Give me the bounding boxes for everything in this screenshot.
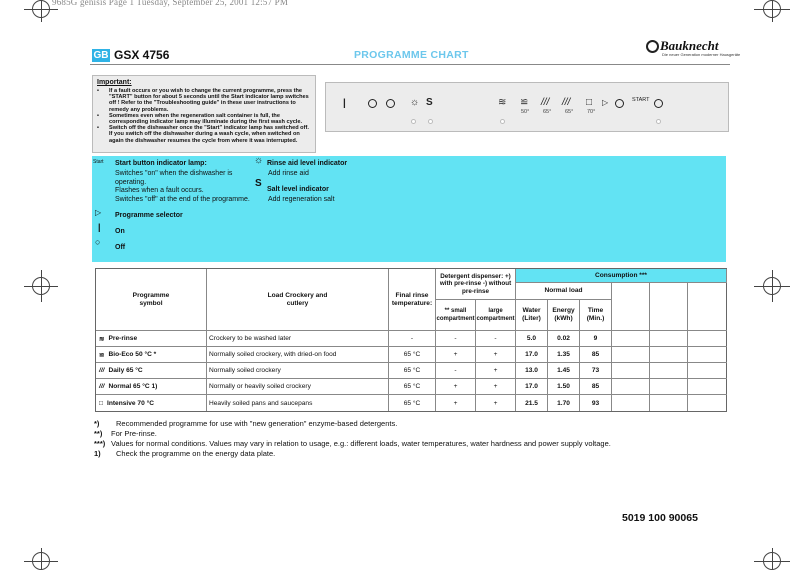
daily-icon: /// <box>541 97 550 108</box>
blank-cell <box>688 379 727 395</box>
rinse-aid-icon: ☼ <box>254 155 264 166</box>
programme-name: Normal 65 °C 1) <box>108 383 158 390</box>
prerinse-icon: ≋ <box>99 335 105 343</box>
col-header-final-rinse: Final rinse temperature: <box>389 269 436 331</box>
rinse-aid-title: Rinse aid level indicator <box>267 160 348 167</box>
selector-icon: ▷ <box>95 208 102 217</box>
table-cell-large: - <box>476 331 516 347</box>
indicator-dot <box>428 119 433 124</box>
col-header-small-compartment: ** small compartment <box>436 300 476 331</box>
col-header-programme: Programme symbol <box>96 269 207 331</box>
important-box <box>92 75 316 153</box>
salt-line: Add regeneration salt <box>268 196 335 203</box>
programme-name: Intensive 70 °C <box>106 399 154 407</box>
col-header-normal-load: Normal load <box>516 283 612 300</box>
selector-icon: ▷ <box>602 98 609 107</box>
important-item: • Sometimes even when the regeneration salt container is full, the corresponding indicator lamp may illuminate during the first wash cycle. <box>97 113 313 125</box>
table-cell-large: + <box>476 379 516 395</box>
crop-line <box>772 548 773 570</box>
programme-name: Bio-Eco 50 °C * <box>108 351 157 358</box>
rinse-aid-line: Add rinse aid <box>268 170 309 177</box>
blank-cell <box>650 363 688 379</box>
blank-cell <box>688 395 727 411</box>
blank-cell <box>612 363 650 379</box>
normal-icon: /// <box>99 383 105 390</box>
footnote <box>94 429 734 439</box>
document-code: 5019 100 90065 <box>622 512 698 524</box>
on-label: On <box>115 228 125 235</box>
col-header-energy: Energy (kWh) <box>548 300 580 331</box>
start-lamp-line: Switches "on" when the dishwasher is operating. <box>115 170 233 186</box>
brand-emblem-icon <box>646 40 659 53</box>
table-row-programme <box>96 363 207 379</box>
crop-line <box>41 548 42 570</box>
table-cell-load: Heavily soiled pans and saucepans <box>207 395 389 411</box>
table-cell-small: - <box>436 331 476 347</box>
panel-temp-label: 70° <box>587 109 596 115</box>
intensive-icon: □ <box>99 399 103 407</box>
daily-icon: /// <box>99 367 105 374</box>
table-cell-load: Crockery to be washed later <box>207 331 389 347</box>
start-lamp-title: Start button indicator lamp: <box>115 160 207 167</box>
blank-cell <box>612 379 650 395</box>
table-cell-temp: 65 °C <box>389 347 436 363</box>
table-cell-load: Normally soiled crockery <box>207 363 389 379</box>
print-header-strip <box>0 0 808 9</box>
panel-temp-label: 50° <box>521 109 530 115</box>
table-row-programme <box>96 395 207 411</box>
table-cell-water: 17.0 <box>516 379 548 395</box>
salt-icon: S <box>426 97 433 108</box>
table-cell-large: + <box>476 395 516 411</box>
col-header-time: Time (Min.) <box>580 300 612 331</box>
table-cell-energy: 1.50 <box>548 379 580 395</box>
programme-name: Daily 65 °C <box>108 367 143 374</box>
table-cell-load: Normally soiled crockery, with dried-on food <box>207 347 389 363</box>
col-header-load: Load Crockery and cutlery <box>207 269 389 331</box>
table-cell-load: Normally or heavily soiled crockery <box>207 379 389 395</box>
table-cell-small: + <box>436 379 476 395</box>
table-cell-energy: 1.35 <box>548 347 580 363</box>
table-cell-temp: 65 °C <box>389 363 436 379</box>
panel-temp-label: 65° <box>543 109 552 115</box>
page-title: PROGRAMME CHART <box>354 49 469 61</box>
important-list <box>97 88 313 144</box>
blank-cell <box>688 363 727 379</box>
normal-icon: /// <box>562 97 571 108</box>
important-title: Important: <box>97 79 132 86</box>
table-cell-energy: 0.02 <box>548 331 580 347</box>
table-cell-water: 13.0 <box>516 363 548 379</box>
table-row-programme <box>96 379 207 395</box>
footnote-text: Values for normal conditions. Values may vary in relation to usage, e.g.: different loads, water temperatures, water hardness and power supply voltage. <box>111 439 611 448</box>
table-cell-water: 17.0 <box>516 347 548 363</box>
programme-table <box>95 268 727 412</box>
programme-selector-label: Programme selector <box>115 212 183 219</box>
crop-line <box>41 270 42 302</box>
start-lamp-line: Flashes when a fault occurs. <box>115 187 204 194</box>
table-row-programme <box>96 347 207 363</box>
footnote-text: For Pre-rinse. <box>111 429 157 438</box>
indicator-dot <box>656 119 661 124</box>
selector-button-icon <box>615 99 624 108</box>
on-bar-icon: | <box>98 222 101 232</box>
salt-title: Salt level indicator <box>267 186 329 193</box>
table-cell-time: 85 <box>580 347 612 363</box>
footnote-mark: ***) <box>94 439 106 448</box>
table-cell-energy: 1.70 <box>548 395 580 411</box>
table-cell-water: 21.5 <box>516 395 548 411</box>
off-label: Off <box>115 244 126 251</box>
important-item: • If a fault occurs or you wish to change the current programme, press the "START" button for about 5 seconds until the Start indicator lamp switches off ! Refer to the "Troubleshooting guide" in these user instructions to remedy any problems. <box>97 88 313 113</box>
blank-cell <box>650 395 688 411</box>
bio-eco-icon: ≌ <box>99 351 105 359</box>
on-bar-icon: | <box>343 98 346 109</box>
footnote-mark: *) <box>94 419 100 428</box>
panel-start-label: START <box>632 97 650 103</box>
off-circle-icon: ○ <box>95 237 101 247</box>
table-cell-large: + <box>476 363 516 379</box>
start-button-icon <box>654 99 663 108</box>
blank-header-cell <box>612 283 650 331</box>
start-tag: Start <box>93 159 104 165</box>
brand-tagline: Die neuer Generation moderner Hausgeräte <box>662 52 741 57</box>
brand-name: Bauknecht <box>660 38 719 53</box>
intensive-icon: □ <box>586 97 593 108</box>
crop-line <box>41 0 42 22</box>
important-item: • Switch off the dishwasher once the "Start" indicator lamp has switched off. If you switch off the dishwasher during a wash cycle, when switched on again the dishwasher resumes the cycle from where it was interrupted. <box>97 125 313 144</box>
blank-cell <box>612 347 650 363</box>
col-header-large-compartment: large compartment <box>476 300 516 331</box>
table-cell-small: + <box>436 347 476 363</box>
footnote <box>94 449 734 459</box>
salt-icon: S <box>255 178 262 189</box>
table-cell-time: 9 <box>580 331 612 347</box>
table-cell-time: 93 <box>580 395 612 411</box>
prerinse-icon: ≋ <box>498 97 507 108</box>
print-header-text: 9685G genisis Page 1 Tuesday, September 25, 2001 12:57 PM <box>52 0 289 7</box>
footnote <box>94 439 734 449</box>
blank-cell <box>650 331 688 347</box>
footnote <box>94 419 734 429</box>
table-cell-large: + <box>476 347 516 363</box>
blank-cell <box>650 379 688 395</box>
brand-logo <box>646 38 741 60</box>
blank-cell <box>612 331 650 347</box>
table-cell-time: 73 <box>580 363 612 379</box>
col-header-water: Water (Liter) <box>516 300 548 331</box>
table-cell-small: + <box>436 395 476 411</box>
footnote-mark: **) <box>94 429 103 438</box>
table-cell-energy: 1.45 <box>548 363 580 379</box>
blank-cell <box>612 395 650 411</box>
footnotes <box>94 419 734 459</box>
model-number: GSX 4756 <box>114 48 170 62</box>
start-lamp-line: Switches "off" at the end of the programme. <box>115 196 250 203</box>
panel-button-icon <box>386 99 395 108</box>
table-cell-time: 85 <box>580 379 612 395</box>
header-divider <box>90 64 730 65</box>
blank-cell <box>650 347 688 363</box>
footnote-mark: 1) <box>94 449 101 458</box>
table-cell-small: - <box>436 363 476 379</box>
off-circle-icon <box>368 99 377 108</box>
table-cell-water: 5.0 <box>516 331 548 347</box>
indicator-dot <box>411 119 416 124</box>
table-cell-temp: 65 °C <box>389 379 436 395</box>
control-panel-illustration <box>325 82 729 132</box>
country-badge: GB <box>93 50 109 61</box>
blank-header-cell <box>650 283 688 331</box>
bio-eco-icon: ≌ <box>520 97 529 108</box>
programme-name: Pre-rinse <box>108 335 138 342</box>
indicator-dot <box>500 119 505 124</box>
crop-line <box>772 270 773 302</box>
blank-cell <box>688 347 727 363</box>
crop-line <box>772 0 773 22</box>
rinse-aid-icon: ☼ <box>410 97 420 108</box>
legend-box <box>92 156 726 262</box>
footnote-text: Check the programme on the energy data plate. <box>116 449 276 458</box>
table-row-programme <box>96 331 207 347</box>
panel-temp-label: 65° <box>565 109 574 115</box>
col-header-detergent: Detergent dispenser: +) with pre-rinse -) without pre-rinse <box>436 269 516 300</box>
blank-header-cell <box>688 283 727 331</box>
footnote-text: Recommended programme for use with "new generation" enzyme-based detergents. <box>116 419 398 428</box>
blank-cell <box>688 331 727 347</box>
table-cell-temp: - <box>389 331 436 347</box>
col-header-consumption: Consumption *** <box>516 269 727 283</box>
table-cell-temp: 65 °C <box>389 395 436 411</box>
